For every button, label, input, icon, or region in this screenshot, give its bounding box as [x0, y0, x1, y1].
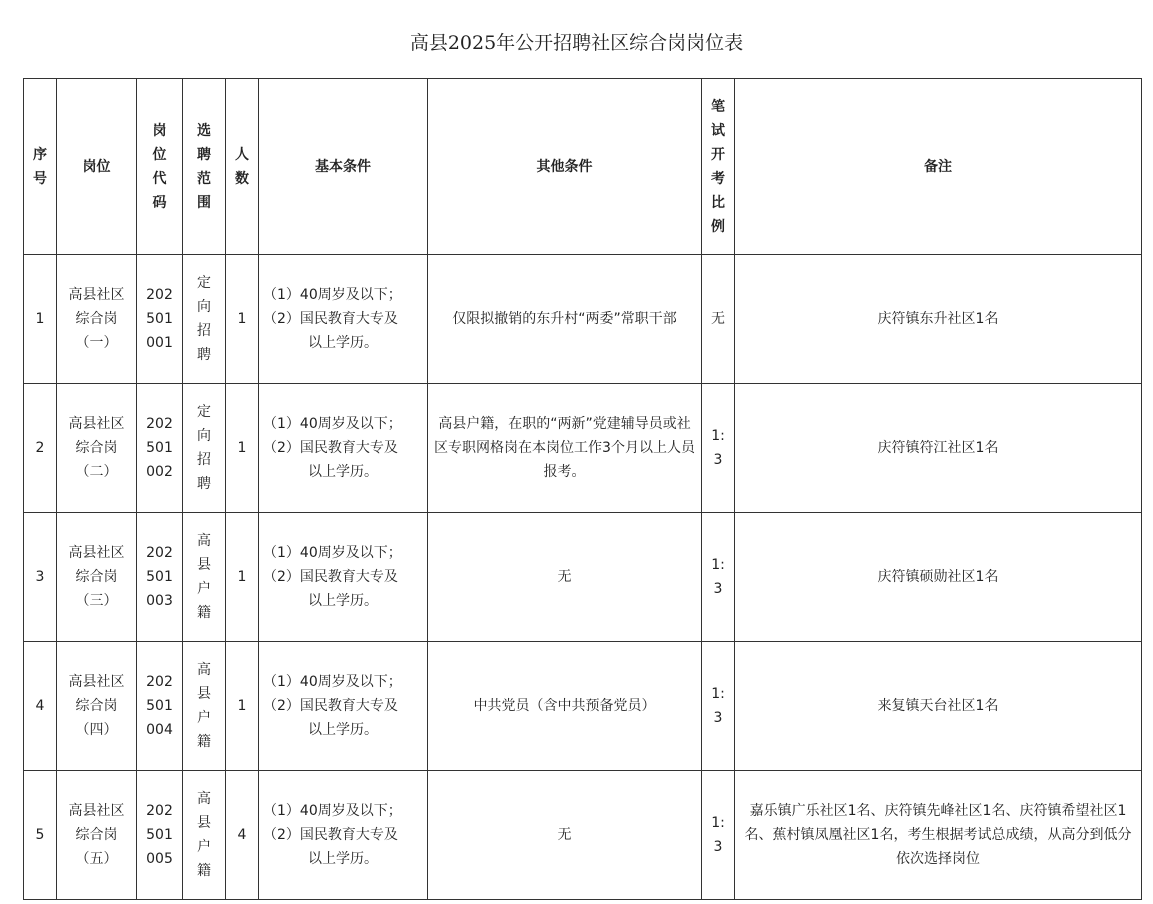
- remark-cell: 庆符镇符江社区1名: [735, 384, 1142, 513]
- basic-cell: （1）40周岁及以下； （2）国民教育大专及 以上学历。: [259, 642, 428, 771]
- header-position: 岗位: [57, 79, 137, 255]
- code-cell: 202 501 004: [137, 642, 183, 771]
- other-cell: 无: [428, 513, 702, 642]
- header-basic: 基本条件: [259, 79, 428, 255]
- seq-cell: 1: [24, 255, 57, 384]
- other-cell: 高县户籍，在职的“两新”党建辅导员或社区专职网格岗在本岗位工作3个月以上人员报考。: [428, 384, 702, 513]
- code-cell: 202 501 005: [137, 771, 183, 900]
- table-row: [24, 642, 1142, 771]
- remark-cell: 来复镇天台社区1名: [735, 642, 1142, 771]
- table-row: [24, 771, 1142, 900]
- basic-cell: （1）40周岁及以下； （2）国民教育大专及 以上学历。: [259, 384, 428, 513]
- seq-cell: 5: [24, 771, 57, 900]
- remark-cell: 庆符镇硕勋社区1名: [735, 513, 1142, 642]
- scope-cell: 高县户籍: [183, 771, 226, 900]
- count-cell: 1: [226, 255, 259, 384]
- code-cell: 202 501 001: [137, 255, 183, 384]
- count-cell: 1: [226, 513, 259, 642]
- ratio-cell: 无: [702, 255, 735, 384]
- header-remark: 备注: [735, 79, 1142, 255]
- remark-cell: 嘉乐镇广乐社区1名、庆符镇先峰社区1名、庆符镇希望社区1名、蕉村镇凤凰社区1名，考生根据考试总成绩，从高分到低分依次选择岗位: [735, 771, 1142, 900]
- count-cell: 1: [226, 642, 259, 771]
- seq-cell: 4: [24, 642, 57, 771]
- table-row: [24, 513, 1142, 642]
- position-cell: 高县社区 综合岗 （一）: [57, 255, 137, 384]
- scope-cell: 高县户籍: [183, 513, 226, 642]
- count-cell: 1: [226, 384, 259, 513]
- header-row: [24, 79, 1142, 255]
- header-ratio: 笔试开考比例: [702, 79, 735, 255]
- other-cell: 中共党员（含中共预备党员）: [428, 642, 702, 771]
- seq-cell: 3: [24, 513, 57, 642]
- basic-cell: （1）40周岁及以下； （2）国民教育大专及 以上学历。: [259, 771, 428, 900]
- scope-cell: 定向招聘: [183, 255, 226, 384]
- code-cell: 202 501 003: [137, 513, 183, 642]
- header-count: 人数: [226, 79, 259, 255]
- basic-cell: （1）40周岁及以下； （2）国民教育大专及 以上学历。: [259, 255, 428, 384]
- ratio-cell: 1:3: [702, 384, 735, 513]
- ratio-cell: 1:3: [702, 513, 735, 642]
- header-seq: 序号: [24, 79, 57, 255]
- seq-cell: 2: [24, 384, 57, 513]
- header-other: 其他条件: [428, 79, 702, 255]
- table-row: [24, 384, 1142, 513]
- count-cell: 4: [226, 771, 259, 900]
- other-cell: 仅限拟撤销的东升村“两委”常职干部: [428, 255, 702, 384]
- position-cell: 高县社区 综合岗 （二）: [57, 384, 137, 513]
- job-table: [23, 78, 1142, 900]
- header-scope: 选聘范围: [183, 79, 226, 255]
- code-cell: 202 501 002: [137, 384, 183, 513]
- position-cell: 高县社区 综合岗 （三）: [57, 513, 137, 642]
- other-cell: 无: [428, 771, 702, 900]
- ratio-cell: 1:3: [702, 771, 735, 900]
- header-code: 岗位代码: [137, 79, 183, 255]
- scope-cell: 高县户籍: [183, 642, 226, 771]
- position-cell: 高县社区 综合岗 （四）: [57, 642, 137, 771]
- table-row: [24, 255, 1142, 384]
- basic-cell: （1）40周岁及以下； （2）国民教育大专及 以上学历。: [259, 513, 428, 642]
- page-title: 高县2025年公开招聘社区综合岗岗位表: [409, 32, 744, 54]
- scope-cell: 定向招聘: [183, 384, 226, 513]
- ratio-cell: 1:3: [702, 642, 735, 771]
- position-cell: 高县社区 综合岗 （五）: [57, 771, 137, 900]
- remark-cell: 庆符镇东升社区1名: [735, 255, 1142, 384]
